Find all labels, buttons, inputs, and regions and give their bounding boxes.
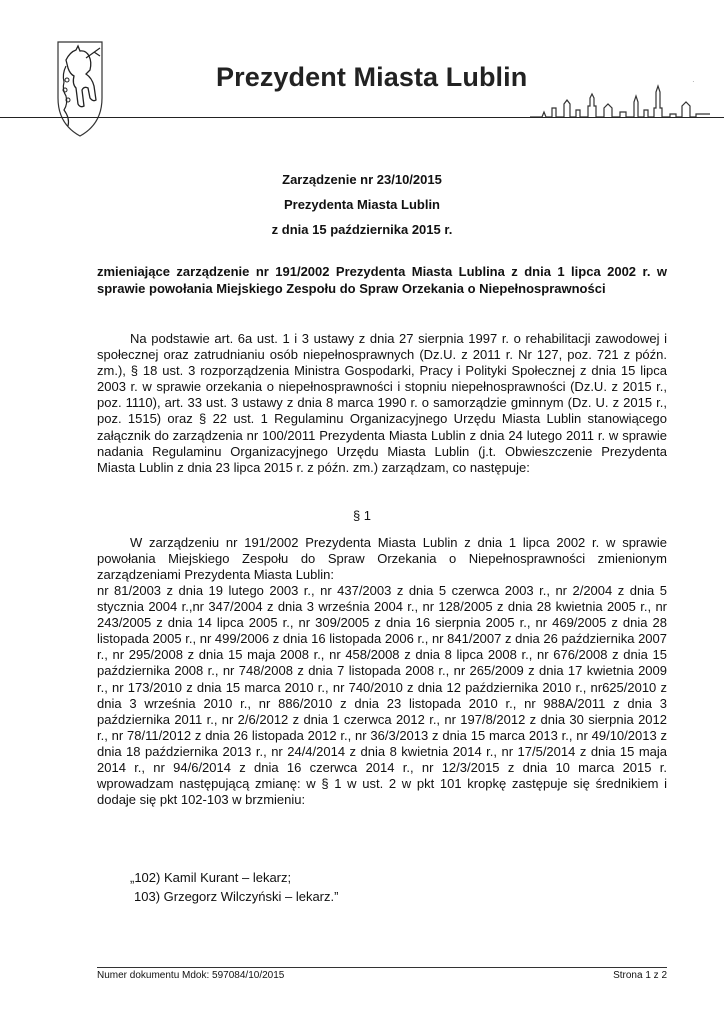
footer-divider [97,967,667,968]
header-divider [0,117,724,118]
order-date: z dnia 15 października 2015 r. [271,222,453,237]
quote-line-102: „102) Kamil Kurant – lekarz; [130,870,292,885]
lublin-coat-of-arms-icon [56,40,104,138]
quote-line-103: 103) Grzegorz Wilczyński – lekarz.” [134,889,339,904]
city-skyline-icon [530,78,710,120]
page-title: Prezydent Miasta Lublin [216,62,528,92]
order-issuer: Prezydenta Miasta Lublin [283,197,441,212]
order-number: Zarządzenie nr 23/10/2015 [282,172,442,187]
page-number: Strona 1 z 2 [613,970,667,981]
order-subject: zmieniające zarządzenie nr 191/2002 Prezydenta Miasta Lublina z dnia 1 lipca 2002 r. w sprawie powołania Miejskiego Zespołu do Spraw Orzekania o Niepełnosprawności [97,264,667,296]
preamble-paragraph: Na podstawie art. 6a ust. 1 i 3 ustawy z dnia 27 sierpnia 1997 r. o rehabilitacji zawodowej i społecznej oraz zatrudnianiu osób niepełnosprawnych (Dz.U. z 2011 r. Nr 127, poz. 721 z późn. zm.), § 18 ust. 3 rozporządzenia Ministra Gospodarki, Pracy i Polityki Społecznej z dnia 15 lipca 2003 r. w sprawie orzekania o niepełnosprawności i stopniu niepełnosprawności (Dz.U. z 2015 r., poz. 1110), art. 33 ust. 3 ustawy z dnia 8 marca 1990 r. o samorządzie gminnym (Dz. U. z 2015 r., poz. 1515) oraz § 22 ust. 1 Regulaminu Organizacyjnego Urzędu Miasta Lublin stanowiącego załącznik do zarządzenia nr 100/2011 Prezydenta Miasta Lublin z dnia 24 lutego 2011 r. w sprawie nadania Regulaminu Organizacyjnego Urzędu Miasta Lublin (j.t. Obwieszczenie Prezydenta Miasta Lublin z dnia 23 lipca 2015 r. z późn. zm.) zarządzam, co następuje: [97,331,667,475]
section-paragraph-intro: W zarządzeniu nr 191/2002 Prezydenta Miasta Lublin z dnia 1 lipca 2002 r. w sprawie powołania Miejskiego Zespołu do Spraw Orzekania o Niepełnosprawności zmienionym zarządzeniami Prezydenta Miasta Lublin: [97,535,667,583]
decorative-dot: · [692,77,695,86]
document-number: Numer dokumentu Mdok: 597084/10/2015 [97,970,285,981]
section-paragraph-amendments: nr 81/2003 z dnia 19 lutego 2003 r., nr 437/2003 z dnia 5 czerwca 2003 r., nr 2/2004 z dnia 5 stycznia 2004 r.,nr 347/2004 z dnia 3 września 2004 r., nr 128/2005 z dnia 28 kwietnia 2005 r., nr 243/2005 z dnia 14 lipca 2005 r., nr 309/2005 z dnia 16 sierpnia 2005 r., nr 469/2005 z dnia 28 listopada 2005 r., nr 499/2006 z dnia 16 listopada 2006 r., nr 841/2007 z dnia 26 października 2007 r., nr 295/2008 z dnia 15 maja 2008 r., nr 458/2008 z dnia 8 lipca 2008 r., nr 676/2008 z dnia 15 października 2008 r., nr 748/2008 z dnia 7 listopada 2008 r., nr 265/2009 z dnia 17 kwietnia 2009 r., nr 173/2010 z dnia 15 marca 2010 r., nr 740/2010 z dnia 12 października 2010 r., nr625/2010 z dnia 3 września 2010 r., nr 886/2010 z dnia 23 listopada 2010 r., nr 988A/2011 z dnia 3 października 2011 r., nr 2/6/2012 z dnia 1 czerwca 2012 r., nr 197/8/2012 z dnia 30 sierpnia 2012 r., nr 78/11/2012 z dnia 26 listopada 2012 r., nr 36/3/2013 z dnia 15 marca 2013 r., nr 49/10/2013 z dnia 18 października 2013 r., nr 24/4/2014 z dnia 8 kwietnia 2014 r., nr 17/5/2014 z dnia 15 maja 2014 r., nr 94/6/2014 z dnia 16 czerwca 2014 r., nr 12/3/2015 z dnia 10 marca 2015 r. wprowadzam następującą zmianę: w § 1 w ust. 2 w pkt 101 kropkę zastępuje się średnikiem i dodaje się pkt 102-103 w brzmieniu: [97,583,667,808]
section-heading: § 1 [352,508,372,523]
